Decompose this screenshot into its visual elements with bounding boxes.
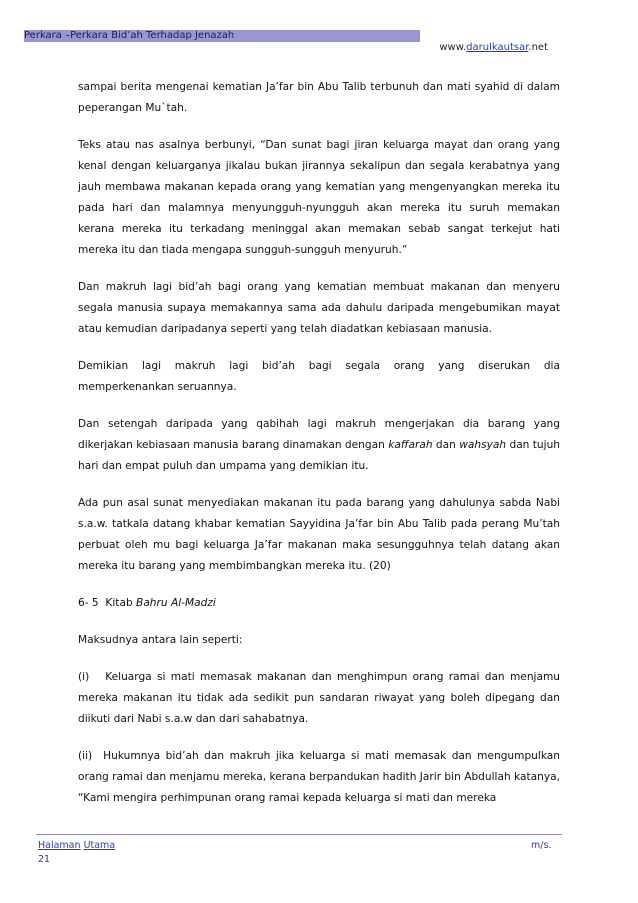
page-label: m/s. <box>531 840 552 851</box>
site-url-suffix: .net <box>528 42 548 53</box>
paragraph-4 <box>78 356 560 398</box>
paragraph-9: (ii) Hukumnya bid’ah dan makruh jika keluarga si mati memasak dan mengumpulkan orang ramai dan menjamu mereka, kerana berpandukan hadith Jarir bin Abdullah katanya, “Kami mengira perhimpunan orang ramai kepada keluarga si mati dan mereka <box>78 750 564 804</box>
site-url-prefix: www. <box>439 42 467 53</box>
paragraph-2: Teks atau nas asalnya berbunyi, “Dan sunat bagi jiran keluarga mayat dan orang yang kenal dengan keluarganya jikalau bukan jirannya sekalipun dan segala kerabatnya yang jauh membawa makanan kepada orang yang kematian yang mengenyangkan mereka itu pada hari dan malamnya menyungguh-nyungguh akan mereka itu suruh memakan kerana mereka itu terkadang meninggal akan memakan sebab sangat terkejut hati mereka itu dan tiada mengapa sungguh-sungguh menyuruh.” <box>78 139 560 256</box>
paragraph-4-line-2: memperkenankan seruannya. <box>78 381 237 393</box>
paragraph-6: Ada pun asal sunat menyediakan makanan itu pada barang yang dahulunya sabda Nabi s.a.w. tatkala datang khabar kematian Sayyidina Ja’far bin Abu Talib pada perang Mu’tah perbuat oleh mu bagi keluarga Ja’far makanan maka sesungguhnya telah datang akan mereka itu barang yang membimbangkan mereka itu. (20) <box>78 497 560 572</box>
site-url-link[interactable]: darulkautsar <box>466 42 529 53</box>
paragraph-8: (i) Keluarga si mati memasak makanan dan menghimpun orang ramai dan menjamu mereka makanan itu tidak ada sedikit pun sandaran riwayat yang boleh dipegang dan diikuti dari Nabi s.a.w dan dari sahabatnya. <box>78 671 564 725</box>
paragraph-5 <box>78 414 560 477</box>
paragraph-4-line-1: Demikian lagi makruh lagi bid’ah bagi segala orang yang diserukan dia <box>78 360 560 372</box>
footer-divider <box>36 834 562 835</box>
site-url <box>439 41 548 54</box>
section-heading-book-title: Bahru Al-Madzi <box>136 597 216 609</box>
footer-home-link-word-2[interactable]: Utama <box>83 840 116 851</box>
term-wahsyah: wahsyah <box>459 439 507 451</box>
paragraph-7: Maksudnya antara lain seperti: <box>78 634 243 646</box>
section-heading <box>78 593 560 614</box>
footer-home-link-word-1[interactable]: Halaman <box>38 840 81 851</box>
section-heading-prefix: 6- 5 Kitab <box>78 597 137 609</box>
term-kaffarah: kaffarah <box>388 439 433 451</box>
page-number: 21 <box>38 854 51 865</box>
paragraph-5-text-c: dan tujuh hari dan empat puluh dan umpama yang demikian itu. <box>78 439 561 472</box>
document-title: Perkara –Perkara Bid’ah Terhadap Jenazah <box>24 30 235 41</box>
paragraph-5-text-a: Dan setengah daripada yang qabihah lagi makruh mengerjakan dia barang yang dikerjakan kebiasaan manusia barang dinamakan dengan <box>78 418 560 451</box>
page-content <box>78 77 564 825</box>
paragraph-5-text-b: dan <box>432 439 460 451</box>
footer-home-link[interactable] <box>38 840 115 851</box>
paragraph-1: sampai berita mengenai kematian Ja’far bin Abu Talib terbunuh dan mati syahid di dalam peperangan Mu`tah. <box>78 81 560 114</box>
paragraph-3: Dan makruh lagi bid’ah bagi orang yang kematian membuat makanan dan menyeru segala manusia supaya memakannya sama ada dahulu daripada mengebumikan mayat atau kemudian daripadanya seperti yang telah diadatkan kebiasaan manusia. <box>78 281 560 335</box>
